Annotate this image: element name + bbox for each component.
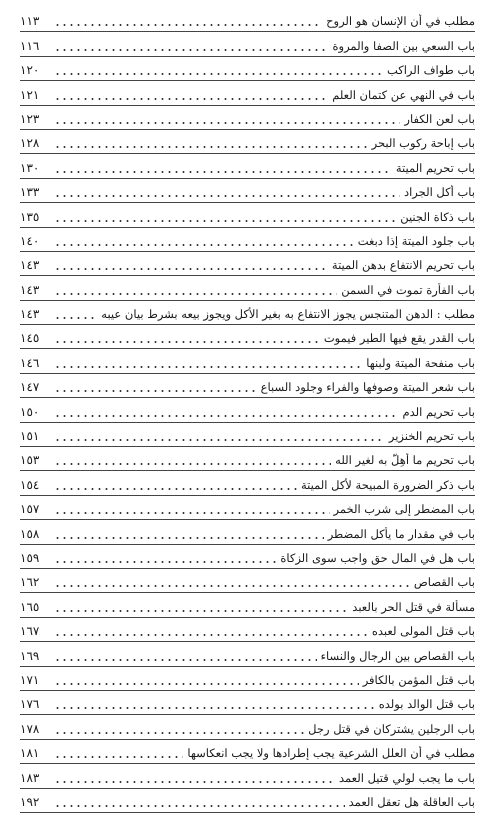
dot-leader	[54, 582, 410, 588]
toc-entry	[20, 715, 475, 739]
entry-title: مطلب في أن العلل الشرعية يجب إطرادها ولا يجب انعكاسها	[187, 746, 475, 761]
page-number: ١٧١	[20, 672, 40, 687]
toc-entry	[20, 789, 475, 813]
dot-leader	[54, 436, 385, 442]
entry-title: مطلب في أن الإنسان هو الروح	[326, 14, 475, 29]
page-number: ١٥٧	[20, 502, 40, 517]
dot-leader	[54, 192, 400, 198]
page-number: ١٦٩	[20, 648, 40, 663]
page-number: ١٨٣	[20, 770, 40, 785]
entry-title: باب جلود الميتة إذا دبغت	[357, 233, 475, 248]
page-number: ١٤٥	[20, 331, 40, 346]
entry-title: باب في مقدار ما يأكل المضطر	[327, 526, 475, 541]
dot-leader	[54, 314, 97, 320]
dot-leader	[54, 558, 276, 564]
dot-leader	[54, 485, 297, 491]
dot-leader	[54, 704, 375, 710]
toc-entry	[20, 374, 475, 398]
entry-title: باب تحريم الدم	[402, 404, 475, 419]
toc-entry	[20, 545, 475, 569]
toc-entry	[20, 106, 475, 130]
dot-leader	[54, 802, 345, 808]
entry-title: باب قتل الوالد بولده	[378, 697, 475, 712]
entry-title: باب العاقلة هل تعقل العمد	[348, 794, 475, 809]
toc-entry	[20, 618, 475, 642]
toc-entry	[20, 325, 475, 349]
entry-title: باب الفأرة تموت في السمن	[341, 282, 475, 297]
page-number: ١٥٨	[20, 526, 40, 541]
toc-entry	[20, 520, 475, 544]
dot-leader	[54, 119, 400, 125]
dot-leader	[54, 460, 331, 466]
dot-leader	[54, 143, 368, 149]
dot-leader	[54, 21, 322, 27]
dot-leader	[54, 290, 337, 296]
dot-leader	[54, 631, 368, 637]
entry-title: باب هل في المال حق واجب سوى الزكاة	[280, 550, 475, 565]
dot-leader	[54, 778, 335, 784]
toc-entry	[20, 569, 475, 593]
page-number: ١٢٠	[20, 63, 40, 78]
entry-title: باب منفحة الميتة ولبنها	[366, 355, 475, 370]
dot-leader	[54, 217, 396, 223]
entry-title: باب قتل المؤمن بالكافر	[362, 672, 475, 687]
entry-title: باب القصاص بين الرجال والنساء	[320, 648, 475, 663]
page-number: ١٧٨	[20, 721, 40, 736]
toc-entry	[20, 276, 475, 300]
page-number: ١٤٠	[20, 233, 40, 248]
entry-title: باب ذكاة الجنين	[400, 209, 475, 224]
toc-entry	[20, 398, 475, 422]
toc-entry	[20, 252, 475, 276]
page-number: ١٥٠	[20, 404, 40, 419]
page-number: ١٩٢	[20, 794, 40, 809]
page-number: ١٢١	[20, 87, 40, 102]
entry-title: باب تحريم الميتة	[395, 160, 475, 175]
entry-title: مسألة في قتل الحر بالعبد	[352, 599, 475, 614]
dot-leader	[54, 363, 362, 369]
dot-leader	[54, 338, 320, 344]
toc-entry	[20, 228, 475, 252]
dot-leader	[54, 168, 392, 174]
dot-leader	[54, 509, 330, 515]
entry-title: باب ما يجب لولي قتيل العمد	[338, 770, 475, 785]
dot-leader	[54, 265, 328, 271]
page-number: ١٢٣	[20, 111, 40, 126]
toc-entry	[20, 81, 475, 105]
toc-entry	[20, 130, 475, 154]
toc-entry	[20, 179, 475, 203]
page-number: ١٣٣	[20, 185, 40, 200]
dot-leader	[54, 95, 328, 101]
toc-entry	[20, 667, 475, 691]
dot-leader	[54, 534, 324, 540]
dot-leader	[54, 241, 354, 247]
dot-leader	[54, 387, 257, 393]
page-number: ١٦٢	[20, 575, 40, 590]
entry-title: باب المضطر إلى شرب الخمر	[333, 502, 475, 517]
toc-entry	[20, 740, 475, 764]
page-number: ١٧٦	[20, 697, 40, 712]
entry-title: باب لعن الكفار	[404, 111, 475, 126]
toc-entry	[20, 203, 475, 227]
entry-title: باب تحريم الخنزير	[388, 429, 475, 444]
dot-leader	[54, 607, 348, 613]
page-number: ١٨١	[20, 746, 40, 761]
page-number: ١٦٧	[20, 624, 40, 639]
toc-entry	[20, 642, 475, 666]
page-number: ١٥٤	[20, 477, 40, 492]
entry-title: باب قتل المولى لعبده	[371, 624, 475, 639]
toc-entry	[20, 301, 475, 325]
page-number: ١٥١	[20, 429, 40, 444]
page-number: ١٤٧	[20, 380, 40, 395]
toc-entry	[20, 57, 475, 81]
page-number: ١٣٠	[20, 160, 40, 175]
toc-entry	[20, 423, 475, 447]
entry-title: باب القصاص	[413, 575, 475, 590]
entry-title: باب الرجلين يشتركان في قتل رجل	[308, 721, 475, 736]
page-number: ١١٦	[20, 38, 40, 53]
entry-title: باب طواف الراكب	[386, 63, 475, 78]
toc-entry	[20, 691, 475, 715]
entry-title: باب إباحة ركوب البحر	[371, 136, 475, 151]
dot-leader	[54, 46, 329, 52]
page-number: ١٤٣	[20, 307, 40, 322]
entry-title: باب تحريم ما أُهِلّ به لغير الله	[335, 453, 475, 468]
entry-title: باب القدر يقع فيها الطير فيموت	[323, 331, 475, 346]
toc-entry	[20, 154, 475, 178]
page-number: ١٢٨	[20, 136, 40, 151]
dot-leader	[54, 656, 317, 662]
toc-entry	[20, 8, 475, 32]
table-of-contents	[20, 8, 475, 813]
page-number: ١٤٦	[20, 355, 40, 370]
page-number: ١٥٣	[20, 453, 40, 468]
toc-entry	[20, 447, 475, 471]
dot-leader	[54, 729, 304, 735]
entry-title: باب شعر الميتة وصوفها والفراء وجلود السباع	[260, 380, 475, 395]
toc-entry	[20, 349, 475, 373]
toc-entry	[20, 593, 475, 617]
toc-entry	[20, 32, 475, 56]
dot-leader	[54, 70, 383, 76]
entry-title: مطلب : الدهن المتنجس يجوز الانتفاع به بغير الأكل ويجوز بيعه بشرط بيان عيبه	[101, 307, 475, 322]
entry-title: باب في النهي عن كتمان العلم	[332, 87, 475, 102]
page-number: ١٤٣	[20, 282, 40, 297]
toc-entry	[20, 496, 475, 520]
dot-leader	[54, 412, 398, 418]
page-number: ١٦٥	[20, 599, 40, 614]
entry-title: باب تحريم الانتفاع بدهن الميتة	[331, 258, 475, 273]
page-number: ١٤٣	[20, 258, 40, 273]
toc-entry	[20, 471, 475, 495]
toc-entry	[20, 764, 475, 788]
dot-leader	[54, 753, 183, 759]
entry-title: باب ذكر الضرورة المبيحة لأكل الميتة	[301, 477, 475, 492]
dot-leader	[54, 680, 359, 686]
entry-title: باب أكل الجراد	[403, 185, 475, 200]
entry-title: باب السعي بين الصفا والمروة	[332, 38, 475, 53]
page-number: ١٣٥	[20, 209, 40, 224]
page-number: ١١٣	[20, 14, 40, 29]
page-number: ١٥٩	[20, 550, 40, 565]
